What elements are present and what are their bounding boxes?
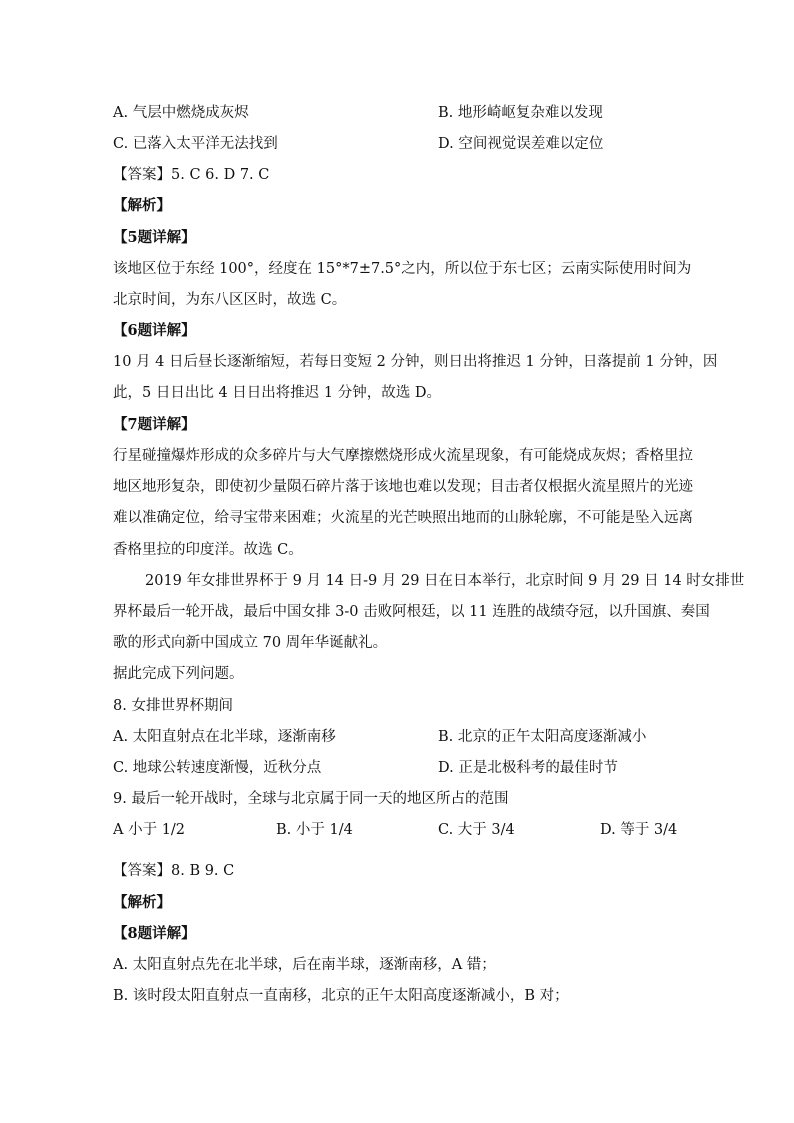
option-d: D. 空间视觉误差难以定位 — [438, 136, 604, 152]
analysis-heading: 【解析】 — [113, 197, 171, 214]
option-b: B. 地形崎岖复杂难以发现 — [438, 105, 603, 121]
q5-heading: 【5题详解】 — [113, 229, 196, 246]
q7-text-1: 行星碰撞爆炸形成的众多碎片与大气摩擦燃烧形成火流星现象，有可能烧成灰烬；香格里拉 — [113, 448, 693, 464]
passage-line-3: 歌的形式向新中国成立 70 周年华诞献礼。 — [113, 635, 388, 651]
q9-option-b: B. 小于 1/4 — [276, 822, 353, 838]
passage-prompt: 据此完成下列问题。 — [113, 666, 244, 682]
q6-heading: 【6题详解】 — [113, 322, 196, 339]
q5-text-2: 北京时间，为东八区区时，故选 C。 — [113, 292, 347, 308]
option-c: C. 已落入太平洋无法找到 — [113, 136, 278, 152]
option-a: A. 气层中燃烧成灰烬 — [113, 105, 249, 121]
q8-option-c: C. 地球公转速度渐慢，近秋分点 — [113, 760, 322, 776]
q9-stem: 9. 最后一轮开战时，全球与北京属于同一天的地区所占的范围 — [113, 791, 509, 807]
q6-text-2: 此，5 日日出比 4 日日出将推迟 1 分钟，故选 D。 — [113, 385, 441, 401]
analysis-heading-2: 【解析】 — [113, 894, 171, 911]
q8-option-a: A. 太阳直射点在北半球，逐渐南移 — [113, 729, 336, 745]
q5-text-1: 该地区位于东经 100°，经度在 15°*7±7.5°之内，所以位于东七区；云南实际使用时间为 — [113, 261, 692, 277]
q7-text-4: 香格里拉的印度洋。故选 C。 — [113, 542, 303, 558]
passage-line-2: 界杯最后一轮开战，最后中国女排 3-0 击败阿根廷，以 11 连胜的战绩夺冠，以升国旗、奏国 — [113, 604, 710, 620]
passage-line-1: 2019 年女排世界杯于 9 月 14 日-9 月 29 日在日本举行，北京时间 9 月 29 日 14 时女排世 — [145, 573, 745, 589]
q9-option-a: A 小于 1/2 — [113, 822, 186, 838]
q8-detail-a: A. 太阳直射点先在北半球，后在南半球，逐渐南移，A 错； — [113, 957, 496, 973]
answer-line: 【答案】5. C 6. D 7. C — [113, 167, 270, 183]
q7-heading: 【7题详解】 — [113, 416, 196, 433]
q7-text-3: 难以准确定位，给寻宝带来困难；火流星的光芒映照出地而的山脉轮廓，不可能是坠入远离 — [113, 510, 693, 526]
q8-stem: 8. 女排世界杯期间 — [113, 698, 233, 714]
q9-option-c: C. 大于 3/4 — [438, 822, 515, 838]
q8-detail-b: B. 该时段太阳直射点一直南移，北京的正午太阳高度逐渐减小，B 对； — [113, 988, 569, 1004]
answer-line-2: 【答案】8. B 9. C — [113, 863, 235, 879]
q7-text-2: 地区地形复杂，即使初少量陨石碎片落于该地也难以发现；目击者仅根据火流星照片的光迹 — [113, 479, 693, 495]
q9-option-d: D. 等于 3/4 — [600, 822, 678, 838]
q6-text-1: 10 月 4 日后昼长逐渐缩短，若每日变短 2 分钟，则日出将推迟 1 分钟，日落提前 1 分钟，因 — [113, 354, 718, 370]
q8-option-d: D. 正是北极科考的最佳时节 — [438, 760, 618, 776]
q8-option-b: B. 北京的正午太阳高度逐渐减小 — [438, 729, 647, 745]
q8-detail-heading: 【8题详解】 — [113, 925, 196, 942]
